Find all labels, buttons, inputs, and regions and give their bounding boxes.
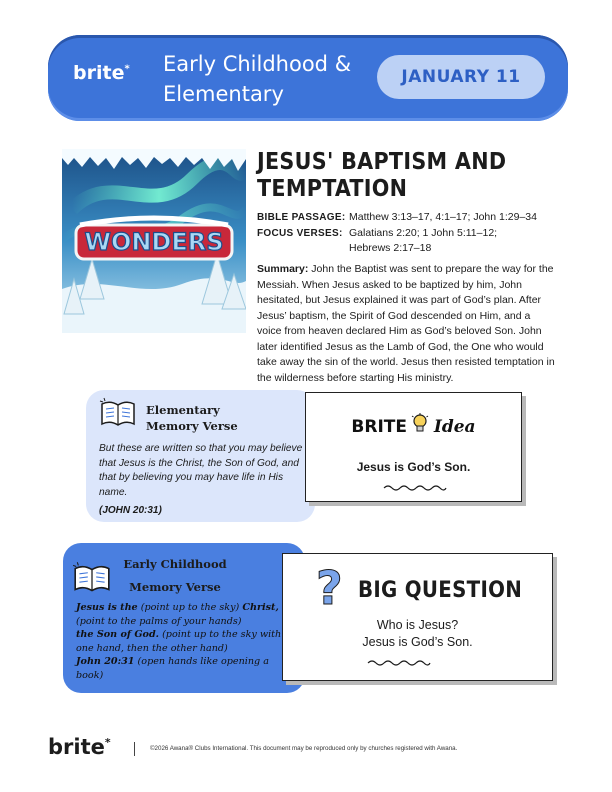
early-childhood-heading-line2: Memory Verse (129, 580, 221, 594)
footer-brand-text: brite (48, 735, 105, 759)
wonders-cover-art (62, 149, 246, 333)
big-question-title: BIG QUESTION (358, 578, 523, 603)
summary-label: Summary: (257, 263, 309, 275)
elementary-heading (146, 402, 266, 434)
header-banner (48, 35, 568, 121)
squiggle-divider (382, 483, 448, 493)
squiggle-divider (366, 658, 432, 668)
open-book-icon (71, 560, 113, 596)
brite-idea-word1: BRITE (351, 417, 407, 437)
open-book-icon (98, 396, 138, 430)
elementary-verse-text: But these are written so that you may believe that Jesus is the Christ, the Son of God, and that by believing you may have life in His name. (99, 443, 303, 498)
summary-text: John the Baptist was sent to prepare the way for the Messiah. When Jesus asked to be baptized by him, John hesitated, but Jesus explained it was part of God’s plan. After Jesus’ baptism, the Spirit of God descended on Him, and a voice from heaven declared Him as God’s beloved Son. John later identified Jesus as the Lamb of God, the One who would take away the sin of the world. Jesus then resisted temptation in the wilderness before starting His ministry. (257, 263, 555, 384)
big-question-question: Who is Jesus? (376, 618, 459, 632)
cover-title: WONDERS (84, 228, 224, 256)
focus-verses-value: Galatians 2:20; 1 John 5:11–12; Hebrews 2:17–18 (349, 227, 498, 254)
lesson-date: JANUARY 11 (377, 55, 545, 99)
focus-verses-label: FOCUS VERSES: (257, 228, 343, 239)
verse-part-2: Christ, (242, 602, 279, 613)
verse-part-1: Jesus is the (76, 602, 138, 613)
big-question-body (282, 617, 553, 651)
brite-idea-word2: Idea (433, 417, 476, 437)
lightbulb-icon (411, 413, 429, 435)
verse-part-4: John 20:31 (76, 656, 135, 667)
verse-action-2: (point to the palms of your hands) (76, 615, 242, 627)
brite-logo (73, 62, 130, 84)
early-childhood-verse-text (76, 601, 291, 682)
lesson-summary (257, 262, 557, 386)
audience-title-line2: Elementary (163, 82, 284, 106)
bible-passage-value: Matthew 3:13–17, 4:1–17; John 1:29–34 (349, 211, 537, 223)
verse-part-3: the Son of God. (76, 629, 159, 640)
brand-text: brite (73, 62, 125, 84)
bible-passage-label: BIBLE PASSAGE: (257, 212, 346, 223)
brite-idea-card (305, 392, 522, 502)
lesson-title: JESUS' BAPTISM AND TEMPTATION (257, 149, 507, 202)
big-question-answer: Jesus is God’s Son. (362, 635, 473, 649)
early-childhood-heading (120, 553, 230, 599)
elementary-verse-reference: (JOHN 20:31) (99, 505, 162, 516)
footer-divider (134, 742, 135, 756)
audience-title (163, 49, 383, 109)
footer-brite-logo (48, 735, 111, 759)
early-childhood-heading-line1: Early Childhood (123, 557, 227, 571)
audience-title-line1: Early Childhood & (163, 52, 352, 76)
verse-action-1: (point up to the sky) (140, 602, 240, 613)
question-mark-icon: ? (316, 561, 343, 615)
footer-copyright: ©2026 Awana® Clubs International. This document may be reproduced only by churches registered with Awana. (150, 745, 458, 752)
footer-brand-mark: * (104, 736, 111, 749)
brand-mark: * (124, 63, 130, 75)
brite-idea-logo (306, 413, 521, 437)
elementary-heading-line1: Elementary (146, 403, 220, 417)
elementary-heading-line2: Memory Verse (146, 419, 238, 433)
verse-action-4: (open hands like opening a book) (76, 656, 269, 681)
verse-action-3: (point up to the sky with one hand, then the other hand) (76, 629, 282, 654)
brite-idea-text: Jesus is God’s Son. (356, 460, 471, 474)
